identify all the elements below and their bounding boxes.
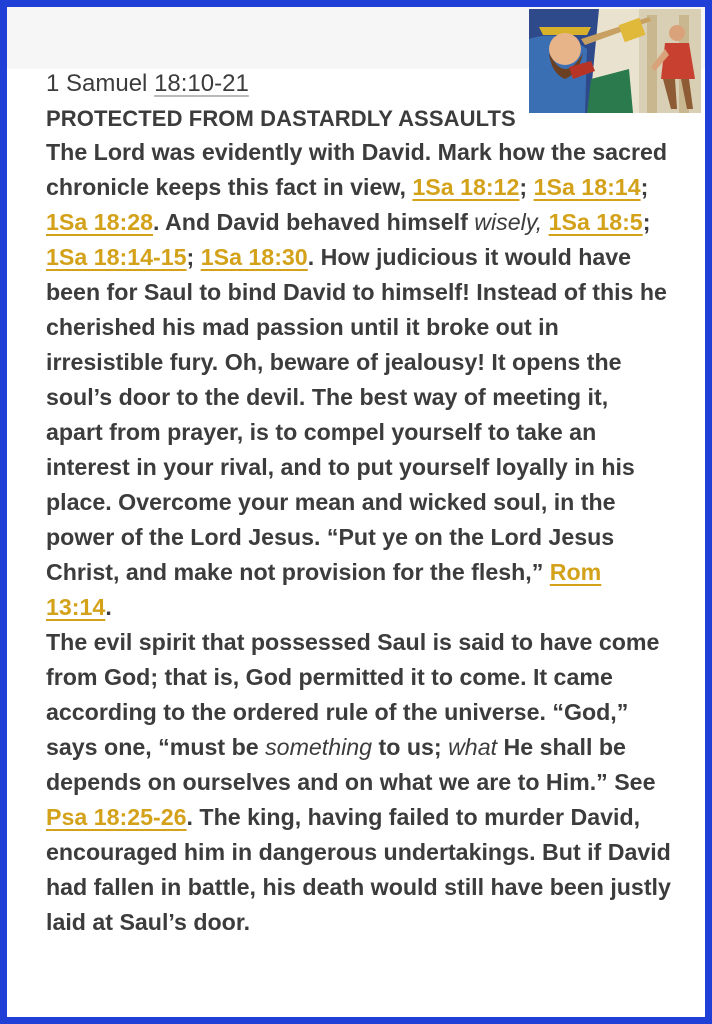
- scripture-link[interactable]: 1Sa 18:14: [533, 174, 641, 200]
- passage-heading: PROTECTED FROM DASTARDLY ASSAULTS: [46, 106, 516, 131]
- text: ;: [640, 174, 649, 200]
- scripture-link[interactable]: 1Sa 18:12: [412, 174, 520, 200]
- text: The Lord was evidently with David. Mark how the sacred chronicle keeps this fact in view,: [46, 139, 668, 200]
- emphasis: something: [265, 734, 373, 760]
- emphasis: what: [448, 734, 498, 760]
- text: to us;: [372, 734, 449, 760]
- text: . How judicious it would have been for Saul to bind David to himself! Instead of this he cherished his mad passion until it broke out in irresistible fury. Oh, beware of jealousy! It opens the soul’s door to the devil. The best way of meeting it, apart from prayer, is to compel yourself to take an interest in your rival, and to put yourself loyally in his place. Overcome your mean and wicked soul, in the power of the Lord Jesus. “Put ye on the Lord Jesus Christ, and make not provision for the flesh,”: [46, 244, 667, 585]
- text: ;: [642, 209, 651, 235]
- text: . And David behaved himself: [153, 209, 475, 235]
- passage-reference: [46, 67, 671, 101]
- scripture-link[interactable]: 1Sa 18:30: [200, 244, 308, 270]
- scripture-link[interactable]: Psa 18:25-26: [46, 804, 187, 830]
- text: He shall be depends on ourselves and on what we are to Him.” See: [46, 734, 656, 795]
- scripture-link[interactable]: 1Sa 18:28: [46, 209, 154, 235]
- text: ;: [186, 244, 201, 270]
- paragraph-2: [46, 625, 671, 940]
- book-name: 1 Samuel: [46, 70, 148, 97]
- passage-content: [46, 67, 671, 940]
- text: ;: [519, 174, 534, 200]
- emphasis: wisely,: [474, 209, 543, 235]
- reference-link[interactable]: 18:10-21: [154, 70, 249, 97]
- text: The evil spirit that possessed Saul is said to have come from God; that is, God permitted it to come. It came according to the ordered rule of the universe. “God,” says one, “must be: [46, 629, 660, 760]
- scripture-link[interactable]: Rom 13:14: [46, 559, 602, 620]
- home-indicator[interactable]: [246, 1019, 482, 1024]
- paragraph-1: [46, 135, 671, 625]
- text: . The king, having failed to murder David, encouraged him in dangerous undertakings. But if David had fallen in battle, his death would still have been justly laid at Saul’s door.: [46, 804, 671, 935]
- text: .: [105, 594, 112, 620]
- scripture-link[interactable]: 1Sa 18:14-15: [46, 244, 187, 270]
- scripture-link[interactable]: 1Sa 18:5: [548, 209, 643, 235]
